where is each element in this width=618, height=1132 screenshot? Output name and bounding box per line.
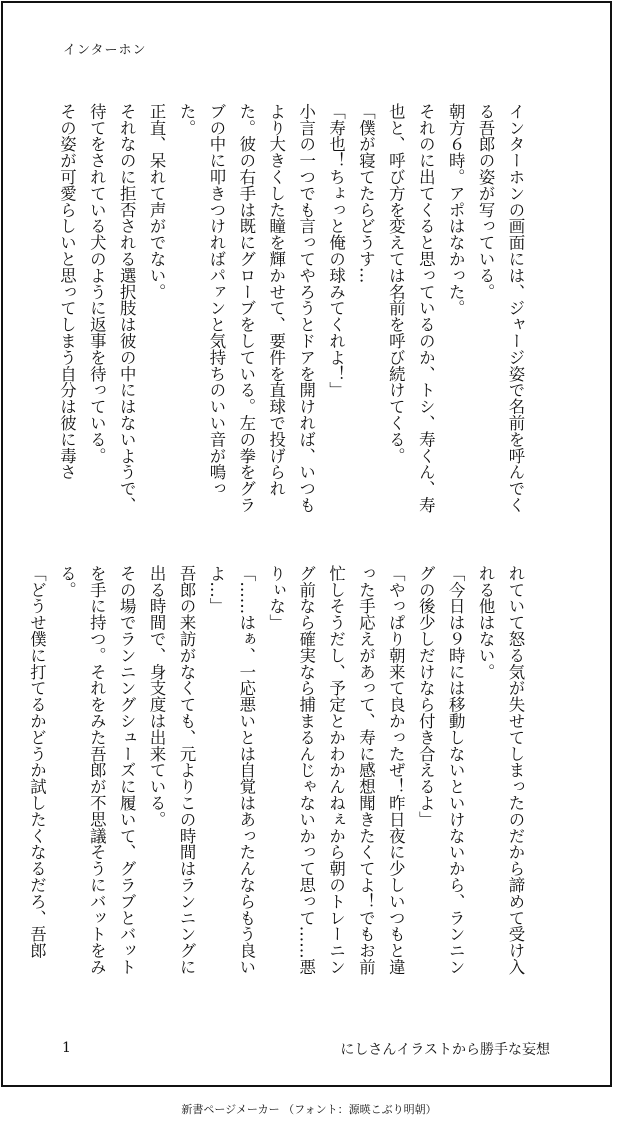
page-frame [1,1,612,1087]
paragraph: 吾郎の来訪がなくても、元よりこの時間はランニングに出る時間で、身支度は出来ている。 [147,565,197,975]
paragraph: その姿が可愛らしいと思ってしまう自分は彼に毒さ [57,103,77,481]
footer-credit: 新書ページメーカー （フォント：源暎こぶり明朝） [181,1103,437,1116]
paragraph: 正直、呆れて声がでない。 [147,103,167,300]
paragraph: その場でランニングシューズに履いて、グラブとバットを手に持つ。それをみた吾郎が不思議そうにバットをみる。 [57,565,137,975]
paragraph: 「……はぁ、一応悪いとは自覚はあったんならもう良いよ…」 [206,565,256,975]
paragraph: 「やっぱり朝来て良かったぜ！昨日夜に少しいつもと違った手応えがあって、寿に感想聞きたくてよ！でもお前忙しそうだし、予定とかわかんねぇから朝のトレーニング前なら確実なら捕まるんじゃないかって思って……悪りぃな」 [266,565,406,975]
paragraph: 小言の一つでも言ってやろうとドアを開ければ、いつもより大きくした瞳を輝かせて、要件を直球で投げられた。彼の右手は既にグローブをしている。左の拳をグラブの中に叩きつければパァンと気持ちのいい音が鳴った。 [177,103,316,513]
text-block-bottom [27,565,530,985]
text-block-top [52,103,530,523]
paragraph: 朝方６時。アポはなかった。 [446,103,466,317]
paragraph: 「どうせ僕に打てるかどうか試したくなるだろ、吾郎 [27,565,47,959]
page-number: 1 [62,1040,71,1056]
running-title: インターホン [63,43,147,58]
paragraph: 「僕が寝てたらどうす… [356,103,376,284]
page-subtitle: にしさんイラストから勝手な妄想 [340,1042,550,1058]
paragraph: 「寿也！ちょっと俺の球みてくれよ！」 [326,103,346,399]
paragraph: インターホンの画面には、ジャージ姿で名前を呼んでくる吾郎の姿が写っている。 [476,103,525,513]
paragraph: それのに出てくると思っているのか、トシ、寿くん、寿也と、呼び方を変えては名前を呼び続けてくる。 [386,103,436,513]
paragraph: れていて怒る気が失せてしまったのだから諦めて受け入れる他はない。 [476,565,525,975]
paragraph: 「今日は９時には移動しないといけないから、ランニングの後少しだけなら付き合えるよ」 [416,565,466,975]
paragraph: それなのに拒否される選択肢は彼の中にはないようで、待てをされている犬のように返事を待っている。 [87,103,137,513]
